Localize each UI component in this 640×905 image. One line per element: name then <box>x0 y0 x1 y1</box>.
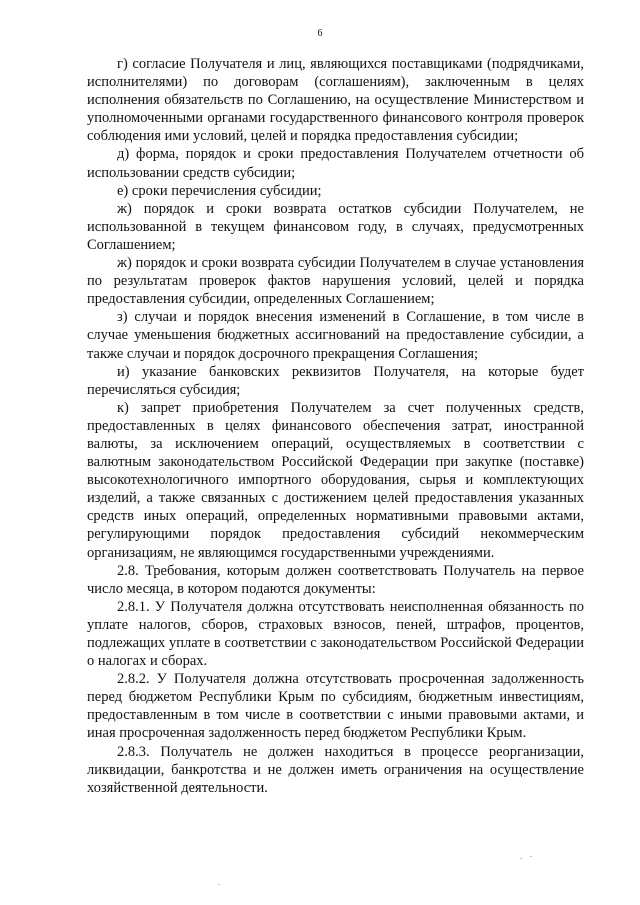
paragraph-zh-subsidy-return: ж) порядок и сроки возврата субсидии Получателем в случае установления по результатам проверок фактов нарушения условий, целей и порядка предоставления субсидии, определенных Соглашением; <box>87 255 584 308</box>
paragraph-e-transfer-terms: е) сроки перечисления субсидии; <box>117 182 322 199</box>
paragraph-z-amendments: з) случаи и порядок внесения изменений в Соглашение, в том числе в случае уменьшения бюджетных ассигнований на предоставление субсидии, а также случаи и порядок досрочного прекращения Соглашения; <box>87 309 584 362</box>
page-number: 6 <box>317 28 323 39</box>
paragraph-k-currency-ban: к) запрет приобретения Получателем за счет полученных средств, предоставленных в целях финансового обеспечения затрат, иностранной валюты, за исключением операций, осуществляемых в соответствии с валютным законодательством Российской Федерации при закупке (поставке) высокотехнологичного импортного оборудования, сырья и комплектующих изделий, а также связанных с достижением целей предоставления указанных средств иных операций, определенных нормативными правовыми актами, регулирующими порядок предоставления субсидий некоммерческим организациям, не являющимся государственными учреждениями. <box>87 399 584 561</box>
scan-speck <box>218 884 220 885</box>
paragraph-2-8-2-debt: 2.8.2. У Получателя должна отсутствовать просроченная задолженность перед бюджетом Республики Крым по субсидиям, бюджетным инвестициям, предоставленным в том числе в соответствии с иными правовыми актами, и иная просроченная задолженность перед бюджетом Республики Крым. <box>87 671 584 742</box>
scan-speck <box>530 856 532 857</box>
paragraph-2-8-1-taxes: 2.8.1. У Получателя должна отсутствовать неисполненная обязанность по уплате налогов, сборов, страховых взносов, пеней, штрафов, процентов, подлежащих уплате в соответствии с законодательством Российской Федерации о налогах и сборах. <box>87 598 584 670</box>
paragraph-zh-remainder-return: ж) порядок и сроки возврата остатков субсидии Получателем, не использованной в текущем финансовом году, в случаях, предусмотренных Соглашением; <box>87 200 584 253</box>
paragraph-2-8-3-reorganization: 2.8.3. Получатель не должен находиться в процессе реорганизации, ликвидации, банкротства и не должен иметь ограничения на осуществление хозяйственной деятельности. <box>87 743 584 796</box>
paragraph-g-consent: г) согласие Получателя и лиц, являющихся поставщиками (подрядчиками, исполнителями) по договорам (соглашениям), заключенным в целях исполнения обязательств по Соглашению, на осуществление Министерством и уполномоченными органами государственного финансового контроля проверок соблюдения ими условий, целей и порядка предоставления субсидии; <box>87 56 584 145</box>
paragraph-i-bank-details: и) указание банковских реквизитов Получателя, на которые будет перечисляться субсидия; <box>87 363 584 398</box>
paragraph-2-8-requirements: 2.8. Требования, которым должен соответствовать Получатель на первое число месяца, в котором подаются документы: <box>87 562 584 597</box>
scan-speck <box>520 858 522 859</box>
paragraph-d-reporting: д) форма, порядок и сроки предоставления Получателем отчетности об использовании средств субсидии; <box>87 146 584 181</box>
document-body <box>87 55 584 797</box>
